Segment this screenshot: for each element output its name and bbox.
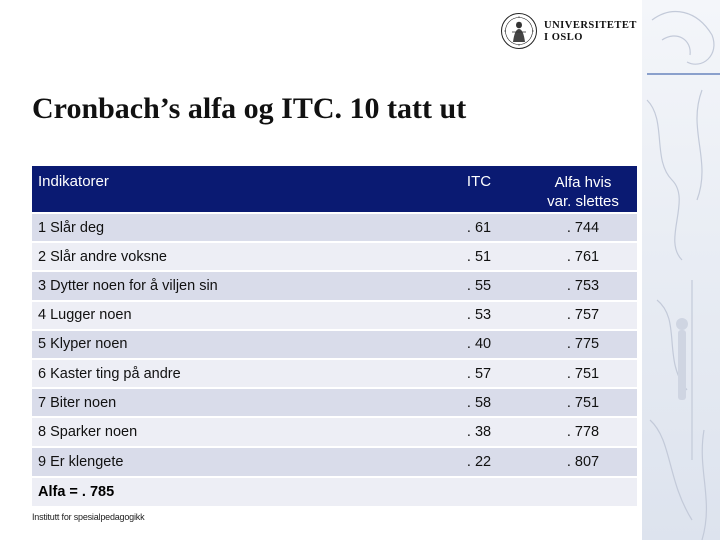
table-row [32, 242, 637, 271]
table-row [32, 330, 637, 359]
indikator-cell: 7 Biter noen [32, 388, 429, 417]
itc-cell: . 55 [429, 271, 529, 300]
indikator-cell: 5 Klyper noen [32, 330, 429, 359]
column-header-alfa-line2: var. slettes [547, 193, 619, 210]
column-header-indikatorer: Indikatorer [38, 173, 109, 190]
indikator-cell: 9 Er klengete [32, 447, 429, 476]
university-logo [500, 12, 640, 52]
indikator-cell: 6 Kaster ting på andre [32, 359, 429, 388]
alfa-cell: . 761 [529, 242, 637, 271]
alfa-cell: . 757 [529, 301, 637, 330]
itc-cell: . 53 [429, 301, 529, 330]
alfa-cell: . 744 [529, 213, 637, 242]
university-name-line2: I OSLO [544, 32, 583, 43]
alfa-cell: . 751 [529, 388, 637, 417]
column-header-alfa [529, 166, 637, 213]
slide-title: Cronbach’s alfa og ITC. 10 tatt ut [32, 92, 467, 125]
itc-cell: . 51 [429, 242, 529, 271]
alfa-cell: . 778 [529, 417, 637, 446]
university-name [544, 20, 637, 44]
table-row [32, 359, 637, 388]
alfa-cell: . 807 [529, 447, 637, 476]
column-header-itc: ITC [466, 173, 492, 190]
alfa-cell: . 753 [529, 271, 637, 300]
indicator-table [32, 166, 637, 476]
table-row [32, 417, 637, 446]
itc-cell: . 57 [429, 359, 529, 388]
alfa-cell: . 751 [529, 359, 637, 388]
university-seal-icon [500, 12, 538, 50]
table-row [32, 213, 637, 242]
alfa-total: Alfa = . 785 [32, 476, 637, 506]
table-row [32, 301, 637, 330]
table-header-row [32, 166, 637, 213]
indikator-cell: 1 Slår deg [32, 213, 429, 242]
alfa-cell: . 775 [529, 330, 637, 359]
itc-cell: . 22 [429, 447, 529, 476]
table-row [32, 271, 637, 300]
column-header-alfa-line1: Alfa hvis [554, 174, 612, 191]
itc-cell: . 61 [429, 213, 529, 242]
indikator-cell: 8 Sparker noen [32, 417, 429, 446]
indikator-cell: 2 Slår andre voksne [32, 242, 429, 271]
header-accent-line [647, 73, 720, 75]
itc-cell: . 38 [429, 417, 529, 446]
table-row [32, 447, 637, 476]
table-row [32, 388, 637, 417]
footer-institute: Institutt for spesialpedagogikk [32, 512, 145, 522]
indikator-cell: 4 Lugger noen [32, 301, 429, 330]
decorative-sidebar-image [642, 0, 720, 540]
indikator-cell: 3 Dytter noen for å viljen sin [32, 271, 429, 300]
itc-cell: . 40 [429, 330, 529, 359]
itc-cell: . 58 [429, 388, 529, 417]
university-name-line1: UNIVERSITETET [544, 20, 637, 31]
